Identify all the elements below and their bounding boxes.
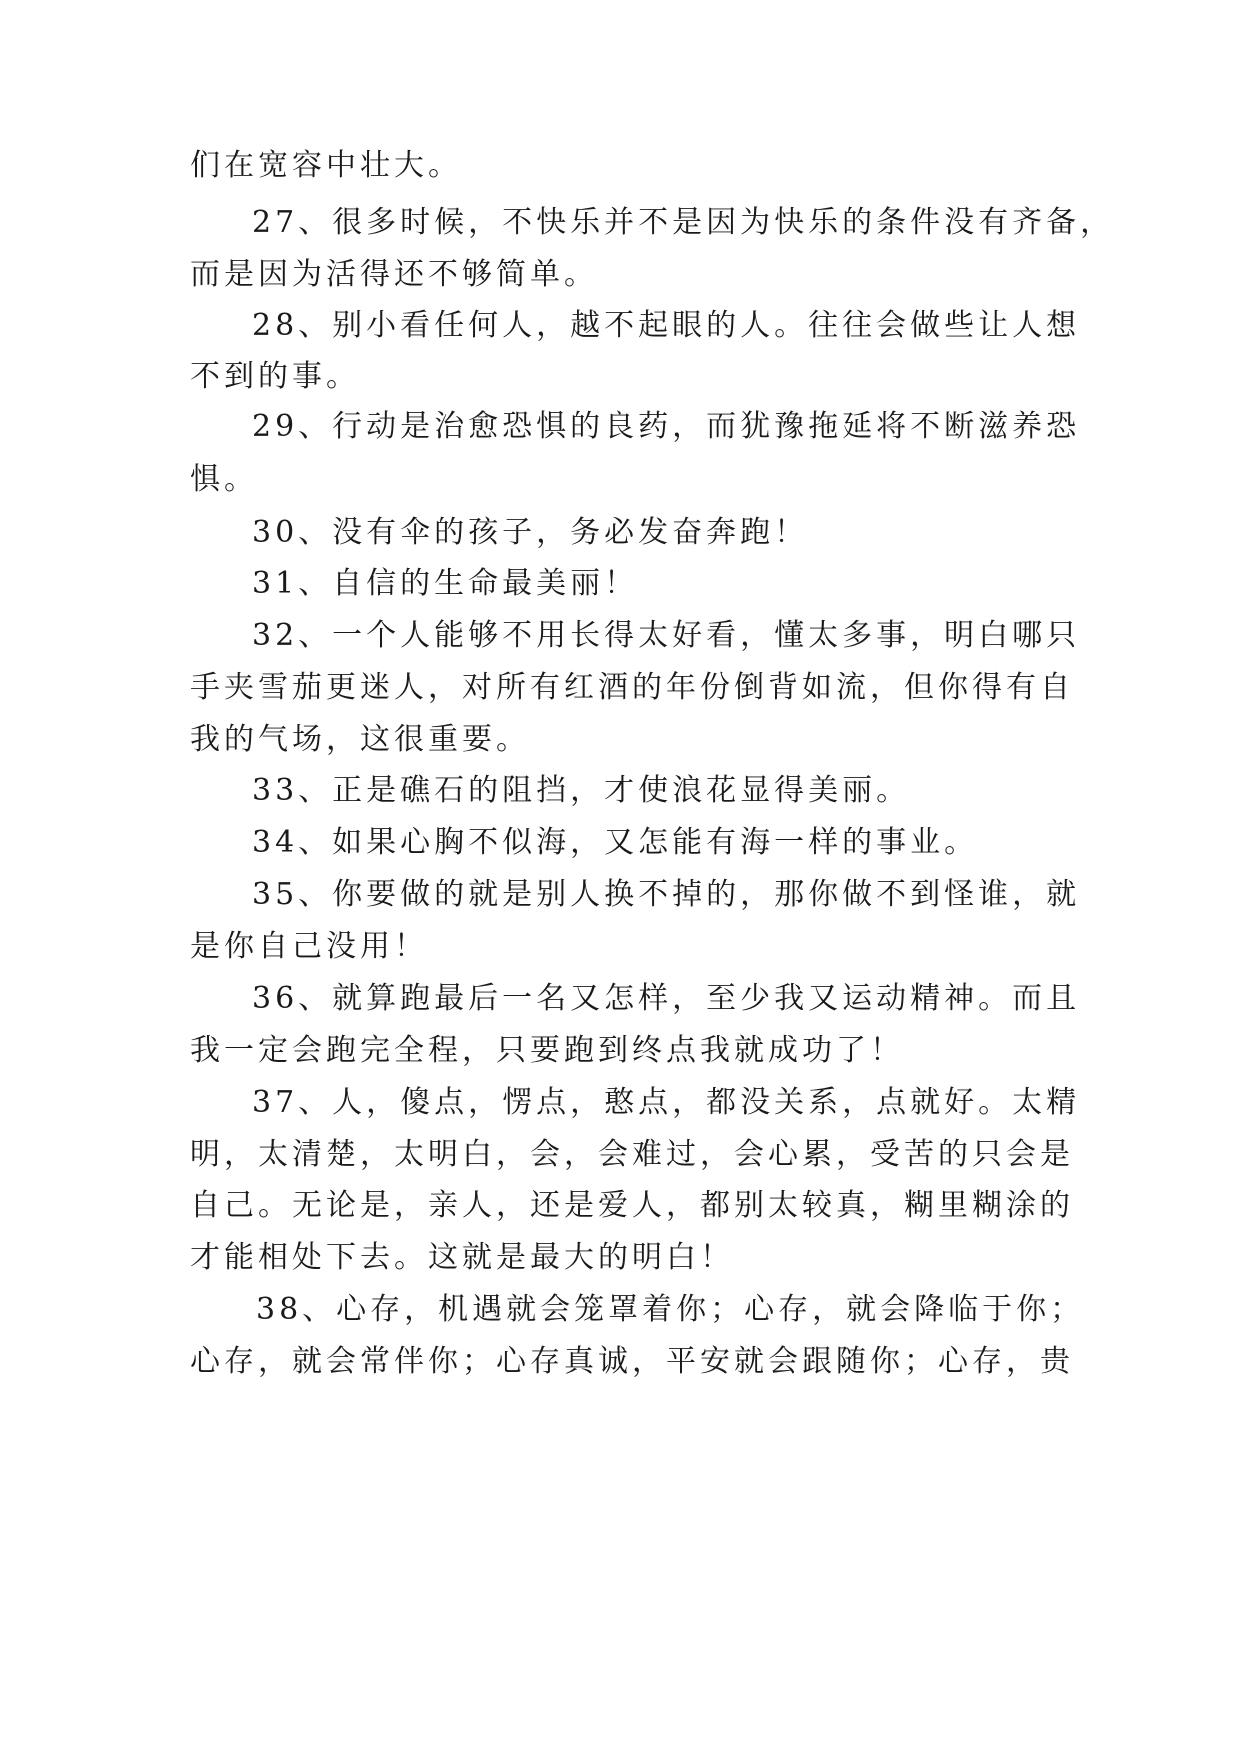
text-line: 我一定会跑完全程，只要跑到终点我就成功了！	[190, 1033, 904, 1068]
text-line: 心存，就会常伴你；心存真诚，平安就会跟随你；心存，贵	[190, 1344, 1074, 1379]
text-line: 32、一个人能够不用长得太好看，懂太多事，明白哪只	[252, 618, 1081, 653]
text-line: 31、自信的生命最美丽！	[252, 566, 639, 601]
text-line: 们在宽容中壮大。	[190, 148, 462, 183]
text-line: 38、心存，机遇就会笼罩着你；心存，就会降临于你；	[256, 1292, 1085, 1327]
text-line: 手夹雪茄更迷人，对所有红酒的年份倒背如流，但你得有自	[190, 670, 1074, 705]
text-line: 明，太清楚，太明白，会，会难过，会心累，受苦的只会是	[190, 1137, 1074, 1172]
text-line: 30、没有伞的孩子，务必发奋奔跑！	[252, 515, 809, 550]
text-line: 才能相处下去。这就是最大的明白！	[190, 1240, 734, 1275]
text-line: 29、行动是治愈恐惧的良药，而犹豫拖延将不断滋养恐	[252, 409, 1081, 444]
text-line: 37、人，傻点，愣点，憨点，都没关系，点就好。太精	[252, 1085, 1081, 1120]
text-line: 而是因为活得还不够简单。	[190, 257, 598, 292]
text-line: 36、就算跑最后一名又怎样，至少我又运动精神。而且	[252, 981, 1081, 1016]
text-line: 自己。无论是，亲人，还是爱人，都别太较真，糊里糊涂的	[190, 1188, 1074, 1223]
text-line: 我的气场，这很重要。	[190, 722, 530, 757]
text-line: 惧。	[190, 462, 258, 497]
text-line: 33、正是礁石的阻挡，才使浪花显得美丽。	[252, 773, 911, 808]
text-line: 27、很多时候，不快乐并不是因为快乐的条件没有齐备，	[252, 205, 1115, 240]
text-line: 不到的事。	[190, 359, 360, 394]
text-line: 34、如果心胸不似海，又怎能有海一样的事业。	[252, 825, 979, 860]
text-line: 是你自己没用！	[190, 929, 428, 964]
text-line: 35、你要做的就是别人换不掉的，那你做不到怪谁，就	[252, 877, 1081, 912]
text-line: 28、别小看任何人，越不起眼的人。往往会做些让人想	[252, 308, 1081, 343]
